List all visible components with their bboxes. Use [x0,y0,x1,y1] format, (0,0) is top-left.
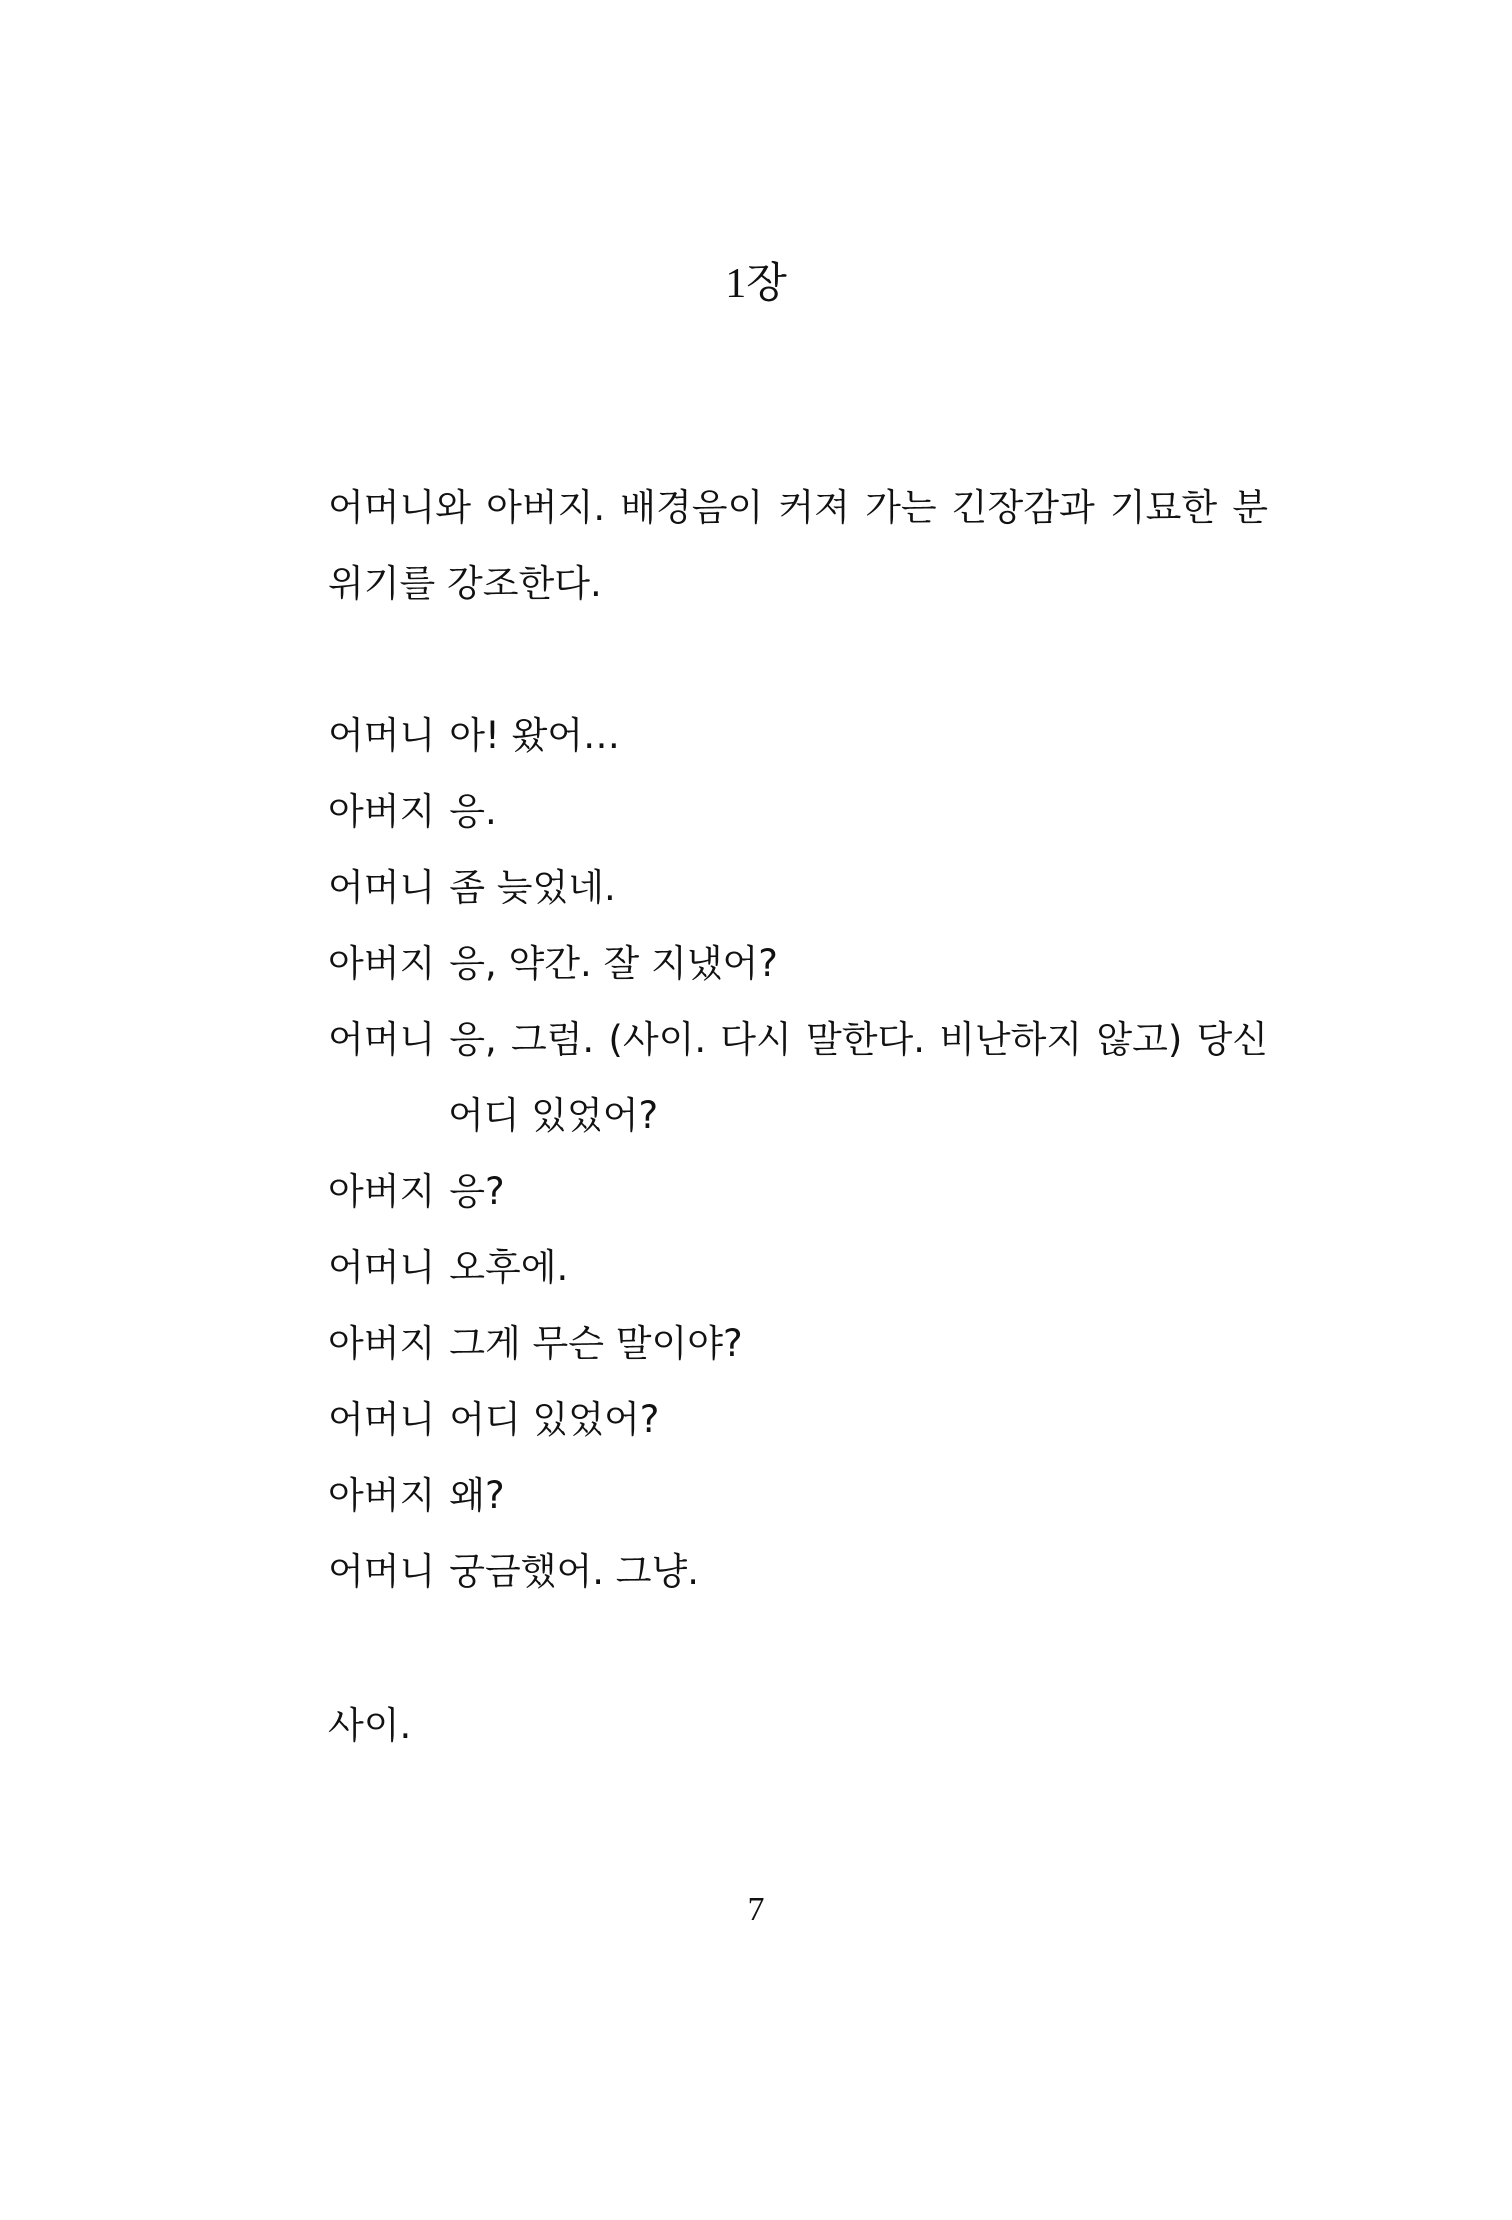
dialogue-line [328,774,1268,850]
dialogue-line [328,1458,1268,1534]
dialogue-text: 왜? [449,1474,505,1517]
dialogue-line [328,1230,1268,1306]
dialogue-line [328,1382,1268,1458]
dialogue-line [328,926,1268,1002]
dialogue-text: 어디 있었어? [449,1398,660,1441]
dialogue-text: 응, 약간. 잘 지냈어? [449,942,778,985]
closing-direction: 사이. [328,1704,412,1747]
dialogue-text: 응? [449,1170,505,1213]
dialogue-text: 궁금했어. 그냥. [449,1550,699,1593]
speaker-name: 어머니 [328,714,436,757]
dialogue-text: 그게 무슨 말이야? [449,1322,743,1365]
dialogue-line [328,1306,1268,1382]
speaker-name: 어머니 [328,1246,436,1289]
dialogue-line [328,850,1268,926]
speaker-name: 어머니 [328,866,436,909]
dialogue-text: 오후에. [449,1246,569,1289]
speaker-name: 아버지 [328,790,436,833]
speaker-name: 어머니 [328,1550,436,1593]
speaker-name: 아버지 [328,1170,436,1213]
dialogue-text: 응, 그럼. (사이. 다시 말한다. 비난하지 않고) 당신 어디 있었어? [448,1018,1268,1137]
speaker-name: 어머니 [328,1018,436,1061]
speaker-name: 어머니 [328,1398,436,1441]
chapter-title: 1장 [725,261,787,307]
stage-direction: 어머니와 아버지. 배경음이 커져 가는 긴장감과 기묘한 분위기를 강조한다. [328,486,1268,605]
speaker-name: 아버지 [328,1322,436,1365]
dialogue-text: 응. [449,790,497,833]
dialogue-line [328,1002,1268,1154]
dialogue-line [328,698,1268,774]
speaker-name: 아버지 [328,1474,436,1517]
dialogue-line [328,1154,1268,1230]
page-number: 7 [747,1891,765,1928]
dialogue-line [328,1534,1268,1610]
dialogue-text: 좀 늦었네. [449,866,616,909]
dialogue-text: 아! 왔어… [449,714,621,757]
speaker-name: 아버지 [328,942,436,985]
dialogue-list [328,698,1268,1610]
